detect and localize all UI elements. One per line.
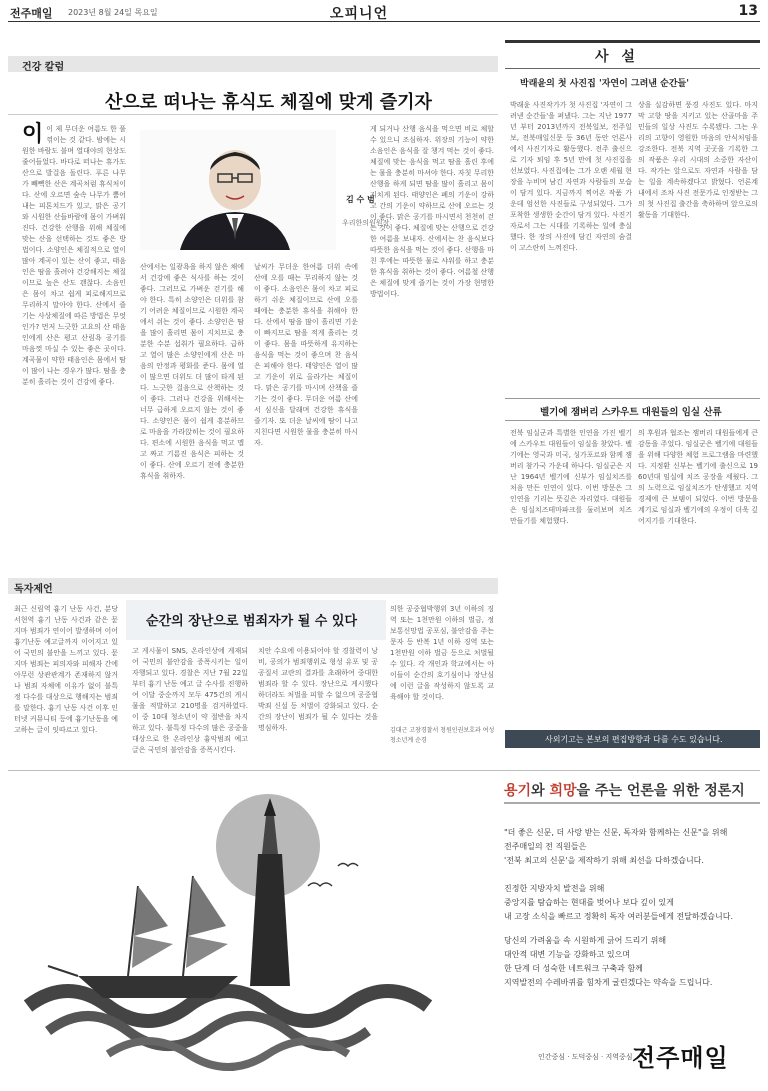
masthead-section: 오피니언 <box>330 6 389 22</box>
ad-paragraph-1 <box>504 826 762 868</box>
editorial-section-bar <box>505 40 760 43</box>
ad-paragraph-2 <box>504 882 762 924</box>
editorial-1-text-1: 박래윤 사진작가가 첫 사진집 '자연이 그려낸 순간들'을 펴냈다. 그는 지난 1977년 부터 2013년까지 전북일보, 전주일보, 전북매일신문 등 36년 동안 언론사에서 사진기자로 활동했다. 전주 출신으로 기자 퇴임 후 5년 만에 첫 사진집을 선보였다. 사진집에는 그가 오랜 세월 현장을 누비며 남긴 자연과 사람들의 모습이 담겨 있다. 지금까지 찍어온 작품 가운데 엄선한 사진들로 구성되었다. 그가 포착한 생생한 순간이 담겨 있다. 사진기자로서 그는 시대를 기록하는 일에 충실했다. 한 장의 사진에 담긴 자연의 숨결이 고스란히 느껴진다. <box>510 101 632 252</box>
masthead-brand: 전주매일 <box>10 7 53 20</box>
ad-line-2: 전주매일의 전 직원들은 <box>504 842 587 851</box>
reader-column-label-bar <box>8 578 498 594</box>
ad-line-1: "더 좋은 신문, 더 사랑 받는 신문, 독자와 함께하는 신문"을 위해 <box>504 828 728 837</box>
ad-line-3: '전북 최고의 신문'을 제작하기 위해 최선을 다하겠습니다. <box>504 856 704 865</box>
health-column-headline: 산으로 떠나는 휴식도 체질에 맞게 즐기자 <box>105 92 432 113</box>
health-column-label: 건강 칼럼 <box>22 62 65 73</box>
ad-headline-hope: 희망 <box>549 783 577 799</box>
editorial-2-top-rule <box>505 398 760 399</box>
health-column-text-4: 게 되거나 산행 음식을 먹으면 비로 체할 수 있으니 조심하자. 위장의 기능이 약한 소음인은 음식을 잘 챙겨 먹는 것이 좋다. 체질에 맞는 음식을 먹고 땀을 흘린 후에는 물을 충분히 마셔야 한다. 자칫 무리한 산행을 하게 되면 땀을 많이 흘리고 몸이 지치게 된다. 태양인은 폐의 기운이 강하고 간의 기운이 약하므로 산에 오르는 것이 좋다. 맑은 공기를 마시면서 천천히 걷는 것이 좋다. 체질에 맞는 산행으로 건강한 여름을 보내자. 산에서는 찬 음식보다 따뜻한 음식을 먹는 것이 좋다. 산행을 마친 후에는 따뜻한 물로 샤워를 하고 충분한 휴식을 취하는 것이 좋다. 여름철 산행은 체질에 맞게 즐기는 것이 가장 현명한 방법이다. <box>370 125 494 298</box>
health-column-label-bar <box>8 56 498 72</box>
ad-line-8: 대안적 대변 기능을 강화하고 있으며 <box>504 950 631 959</box>
ad-paragraph-3 <box>504 934 762 990</box>
health-column-text-1: 이이 제 무더운 여름도 한 풀 꺾이는 것 같다. 밤에는 시원한 바람도 불며 열대야의 현상도 줄어들었다. 바다로 떠나는 휴가도 산으로 발걸음 돌린다. 푸른 나무가 빼빽한 산은 계곡처럼 휴식처이다. 산에 오르면 숲속 나무가 뿜어내는 피톤치드가 있고, 맑은 공기와 시원한 산들바람에 몸이 가벼워진다. 건강한 산행을 위해 체질에 맞는 산을 선택하는 것도 좋은 방법이다. 소양인은 체질적으로 열이 많아 계곡이 있는 산이 좋고, 태음인은 땀을 흘려야 건강해지는 체질이므로 높은 산도 괜찮다. 소음인은 몸이 차고 쉽게 피로해지므로 무리하지 말아야 한다. 산에서 즐기는 사상체질에 따른 방법은 무엇인가? 먼저 느긋한 고요의 산 태음인에게 산은 평고 산림욕 공기를 마음껏 마실 수 있는 좋은 곳이다. 계곡물이 약한 태음인은 몸에서 땀이 많이 나는 경우가 많다. 땀을 충분히 흘리는 것이 건강에 좋다. <box>22 121 126 386</box>
ad-line-5: 중앙지를 탐습하는 현대를 벗어나 보다 깊이 있게 <box>504 898 674 907</box>
reader-column-text-4: 의한 공중협박행위 3년 이하의 징역 또는 1천만원 이하의 벌금, 정보통신망법 공포심, 불안감을 주는 문자 등 반복 1년 이하 징역 또는 1천만원 이하 벌금 등으로 처벌될 수 있다. 각 개인과 학교에서는 아이들이 순간의 호기심이나 장난심에 이런 글을 작성하지 않도록 교육해야 할 것이다. <box>390 605 494 701</box>
ad-headline-and: 와 <box>531 783 550 799</box>
author-name: 김 수 범 <box>346 195 375 204</box>
ad-headline-courage: 용기 <box>504 783 532 799</box>
editorial-label: 사 설 <box>595 49 639 65</box>
ad-illustration <box>8 776 478 1082</box>
reader-column-headline: 순간의 장난으로 범죄자가 될 수 있다 <box>146 614 357 629</box>
ad-brand: 전주매일 <box>632 1044 729 1072</box>
reader-column-text-1: 최근 신림역 흉기 난동 사건, 분당 서현역 흉기 난동 사건과 같은 묻지마 범죄가 연이어 발생하며 이어 흉기난동 예고글까지 이어지고 있어 국민의 불안을 느끼고 있다. 묻지마 범죄는 피의자와 피해자 간에 아무런 상관관계가 존재하지 않거나 범죄 자체에 이유가 없이 불특정 다수를 대상으로 행해지는 범죄를 말한다. 흉기 난동 사건 이후 인터넷 커뮤니티 등에 흉기난동을 예고하는 글이 잇따르고 있다. <box>14 605 118 734</box>
headline-underline <box>8 114 498 115</box>
bottom-divider <box>8 770 760 771</box>
author-photo <box>140 130 336 250</box>
health-column-text-2: 산에서는 일광욕을 하지 않은 채에서 건강에 좋은 식사를 하는 것이 좋다. 그러므로 가벼운 걷기를 해야 한다. 특히 소양인은 더위를 참기 어려운 체질이므로 시원한 계곡에서 쉬는 것이 좋다. 소양인은 땀을 많이 흘리면 몸이 지치므로 충분한 수분 섭취가 필요하다. 급하고 열이 많은 소양인에게 산은 마음의 안정과 평화를 준다. 몸에 열이 많으면 더위도 더 많이 타게 된다. 느긋한 걸음으로 산책하는 것이 좋다. 그러나 건강을 위해서는 너무 급하게 오르지 않는 것이 좋다. 소양인은 몸이 쉽게 흥분하므로 마음을 가라앉히는 것이 필요하다. 편소에 시원한 음식을 먹고 맵고 짜고 기름진 음식은 피하는 것이 좋다. 산에 오르기 전에 충분한 휴식을 취하자. <box>140 263 244 480</box>
ad-headline <box>504 780 745 800</box>
ad-headline-rest: 을 주는 언론을 위한 정론지 <box>576 783 745 799</box>
editorial-2-text-2: 의 후원과 협조는 잼버리 대원들에게 큰 감동을 주었다. 임실군은 벨기에 대원들을 위해 다양한 체험 프로그램을 마련했다. 지정환 신부는 벨기에 출신으로 1960년대 임실에 치즈 공장을 세웠다. 그의 노력으로 임실치즈가 탄생했고 지역 경제에 큰 보탬이 되었다. 이번 방문을 계기로 임실과 벨기에의 우정이 더욱 깊어지기를 기대한다. <box>638 429 758 525</box>
ad-line-7: 당신의 가려움을 속 시원하게 긁어 드리기 위해 <box>504 936 667 945</box>
editorial-1-title: 박래윤의 첫 사진집 '자연이 그려낸 순간들' <box>520 79 689 89</box>
disclaimer-text: 사외기고는 본보의 편집방향과 다를 수도 있습니다. <box>545 735 723 744</box>
editorial-2-text-1: 전북 임실군과 특별한 인연을 가진 벨기에 스카우트 대원들이 임실을 찾았다. 벨기에는 영국과 미국, 싱가포르와 함께 잼버리 참가국 가운데 하나다. 임실군은 지난 1964년 벨기에 신부가 임실치즈를 처음 만든 인연이 있다. 이번 방문은 그 인연을 기리는 뜻깊은 자리였다. 대원들은 임실치즈테마파크를 둘러보며 치즈 만들기를 체험했다. <box>510 429 632 525</box>
page-number: 13 <box>738 3 758 19</box>
reader-column-label: 독자제언 <box>14 584 53 595</box>
editorial-label-underline <box>505 68 760 69</box>
ad-slogan: 인간중심 · 도덕중심 · 지역중심 <box>538 1053 633 1061</box>
dropcap: 이 <box>22 121 44 147</box>
reader-column-text-3: 치안 수요에 이용되어야 할 경찰력이 낭비, 공의가 범죄행위로 형성 유포 및 공공질서 교란의 결과를 초래하여 중대한 범죄라 할 수 있다. 장난으로 게시했다 하더라도 처벌을 피할 수 없으며 공중협박죄 신설 등 처벌이 강화되고 있다. 순간의 장난이 범죄가 될 수 있다는 것을 명심하자. <box>258 647 378 732</box>
ad-line-10: 지역발전의 수레바퀴를 힘차게 굴린겠다는 약속을 드립니다. <box>504 978 713 987</box>
reader-column-headline-box <box>126 600 386 640</box>
reader-column-text-2: 고 게시물이 SNS, 온라인상에 게재되어 국민의 불안감을 증폭시키는 일이 자행되고 있다. 경찰은 지난 7월 22일부터 흉기 난동 예고 글 수사를 진행하여 이달 중순까지 모두 475건의 게시물을 적발하고 210명을 검거하였다. 이 중 10대 청소년이 약 절반을 차지하고 있다. 불특정 다수의 많은 공중을 대상으로 한 온라인상 흉악범죄 예고글은 국민의 불안감을 증폭시킨다. <box>132 647 248 754</box>
ad-line-9: 한 단계 더 성숙한 네트워크 구축과 함께 <box>504 964 643 973</box>
disclaimer-strip <box>505 730 760 748</box>
editorial-1-text-2: 상을 실감하면 풍경 사진도 있다. 마지막 고향 땅을 지키고 있는 산골마을 주민들의 일상 사진도 수록됐다. 그는 우리의 고향이 영원한 마음의 안식처임을 강조한다. 전북 지역 곳곳을 기록한 그의 작품은 우리 시대의 소중한 자산이다. 작가는 앞으로도 자연과 사람을 담는 일을 계속하겠다고 밝혔다. 언론계 내에서 조차 사진 전문가로 인정받는 그의 첫 사진집 출간을 축하하며 앞으로의 활동을 기대한다. <box>638 101 758 219</box>
health-column-text-3: 날씨가 무더운 한여름 더위 속에 산에 오를 때는 무리하지 않는 것이 좋다. 소음인은 몸이 차고 피로하기 쉬운 체질이므로 산에 오를 때에는 충분한 휴식을 취해야 한다. 산에서 땀을 많이 흘리면 기운이 빠지므로 땀을 적게 흘리는 것이 좋다. 몸을 따뜻하게 유지하는 음식을 먹는 것이 좋으며 찬 음식은 피해야 한다. 태양인은 열이 많고 기운이 위로 올라가는 체질이다. 맑은 공기를 마시며 산책을 즐기는 것이 좋다. 무더운 여름 산에서 심신을 달래며 건강한 휴식을 즐기자. 또 더운 날씨에 땀이 나고 지친다면 시원한 물을 충분히 마시자. <box>254 263 358 447</box>
author-title: 우리한의원원장 <box>342 219 390 227</box>
editorial-2-title: 벨기에 잼버리 스카우트 대원들의 임실 산류 <box>540 407 722 418</box>
masthead-date: 2023년 8월 24일 목요일 <box>68 8 158 17</box>
editorial-2-bottom-rule <box>505 420 760 421</box>
masthead <box>8 2 760 22</box>
reader-column-byline: 김대근 고창경찰서 청원인권보호과 여성청소년계 순경 <box>390 727 495 744</box>
ad-line-4: 진정한 지방자치 발전을 위해 <box>504 884 605 893</box>
ad-headline-underline <box>504 802 760 804</box>
ad-line-6: 내 고장 소식을 빠르고 정확히 독자 여러분들에게 전달하겠습니다. <box>504 912 733 921</box>
